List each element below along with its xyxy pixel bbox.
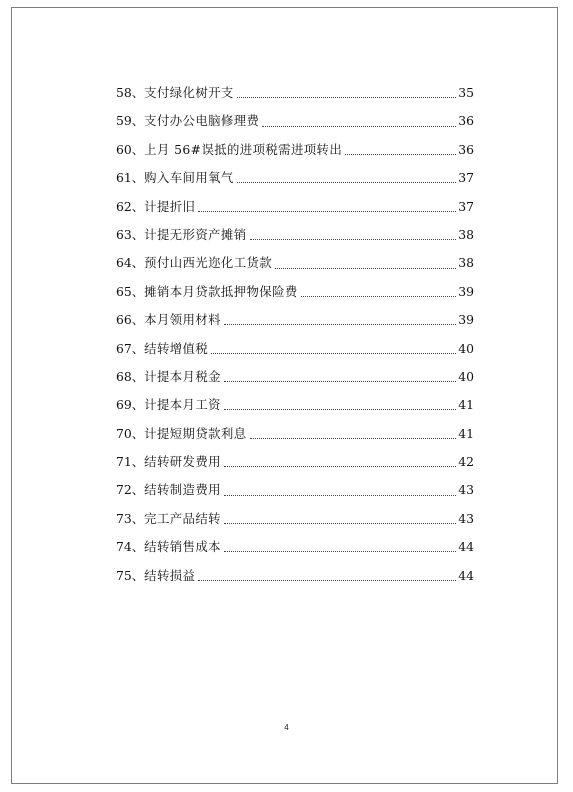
toc-entry-number: 58 — [116, 85, 132, 100]
toc-entry-separator: 、 — [131, 141, 145, 157]
toc-entry[interactable] — [116, 391, 474, 419]
toc-dot-leader — [224, 323, 456, 325]
toc-entry[interactable] — [116, 335, 474, 363]
toc-entry[interactable] — [116, 221, 474, 249]
toc-entry-page: 39 — [458, 312, 474, 328]
table-of-contents — [116, 79, 474, 590]
toc-entry-page: 35 — [458, 85, 474, 100]
toc-entry[interactable] — [116, 533, 474, 561]
toc-dot-leader — [301, 295, 457, 297]
toc-entry[interactable] — [116, 79, 474, 107]
toc-dot-leader — [275, 267, 456, 269]
toc-entry-separator: 、 — [131, 283, 145, 299]
toc-entry-number: 68 — [116, 368, 132, 384]
toc-entry-separator: 、 — [131, 255, 145, 271]
toc-entry-title: 结转制造费用 — [144, 482, 221, 498]
toc-entry-number: 72 — [116, 482, 132, 498]
toc-entry-number: 63 — [116, 226, 132, 242]
toc-entry[interactable] — [116, 448, 474, 476]
toc-dot-leader — [211, 352, 456, 354]
toc-entry-separator: 、 — [131, 454, 145, 470]
toc-entry-page: 37 — [458, 198, 474, 214]
toc-entry-page: 44 — [458, 567, 474, 583]
toc-entry-title: 计提短期贷款利息 — [144, 425, 247, 441]
toc-dot-leader — [224, 494, 456, 496]
toc-dot-leader — [224, 522, 456, 524]
toc-entry-page: 39 — [458, 283, 474, 299]
toc-entry-number: 59 — [116, 113, 132, 129]
toc-entry-title: 结转研发费用 — [144, 454, 221, 470]
toc-entry-separator: 、 — [131, 397, 145, 413]
toc-dot-leader — [237, 181, 457, 183]
toc-entry-page: 44 — [458, 539, 474, 555]
toc-entry-title: 结转损益 — [144, 567, 196, 583]
toc-entry-number: 67 — [116, 340, 132, 356]
toc-entry-title: 计提折旧 — [144, 198, 196, 214]
toc-entry-title: 上月 56#误抵的进项税需进项转出 — [144, 141, 343, 157]
toc-entry-number: 75 — [116, 567, 132, 583]
toc-entry-title: 完工产品结转 — [144, 510, 221, 526]
toc-dot-leader — [224, 408, 456, 410]
toc-entry-title: 本月领用材料 — [144, 312, 221, 328]
toc-dot-leader — [250, 238, 457, 240]
toc-entry-page: 41 — [458, 425, 474, 441]
toc-dot-leader — [198, 210, 456, 212]
toc-entry[interactable] — [116, 107, 474, 135]
toc-entry[interactable] — [116, 505, 474, 533]
toc-entry-title: 支付绿化树开支 — [144, 85, 234, 100]
toc-entry[interactable] — [116, 562, 474, 590]
toc-entry[interactable] — [116, 193, 474, 221]
toc-entry-separator: 、 — [131, 340, 145, 356]
toc-entry-title: 计提本月工资 — [144, 397, 221, 413]
page-number: 4 — [284, 723, 289, 732]
toc-entry-number: 66 — [116, 312, 132, 328]
toc-entry-title: 结转销售成本 — [144, 539, 221, 555]
toc-entry-page: 36 — [458, 141, 474, 157]
toc-entry[interactable] — [116, 249, 474, 277]
toc-entry-number: 69 — [116, 397, 132, 413]
toc-entry-page: 42 — [458, 454, 474, 470]
toc-entry[interactable] — [116, 420, 474, 448]
toc-entry-separator: 、 — [131, 425, 145, 441]
toc-entry-page: 36 — [458, 113, 474, 129]
toc-entry-number: 71 — [116, 454, 132, 470]
toc-entry-number: 73 — [116, 510, 132, 526]
toc-entry-title: 计提本月税金 — [144, 368, 221, 384]
toc-entry-page: 41 — [458, 397, 474, 413]
toc-entry-number: 60 — [116, 141, 132, 157]
toc-entry-separator: 、 — [131, 539, 145, 555]
toc-entry-number: 62 — [116, 198, 132, 214]
toc-entry-title: 预付山西光迩化工货款 — [144, 255, 273, 271]
toc-entry-separator: 、 — [131, 198, 145, 214]
toc-dot-leader — [224, 465, 456, 467]
toc-entry[interactable] — [116, 278, 474, 306]
toc-entry-title: 计提无形资产摊销 — [144, 226, 247, 242]
toc-entry-page: 37 — [458, 170, 474, 186]
toc-entry-separator: 、 — [131, 510, 145, 526]
toc-entry-separator: 、 — [131, 170, 145, 186]
toc-entry-separator: 、 — [131, 226, 145, 242]
toc-entry-separator: 、 — [131, 113, 145, 129]
toc-entry-number: 70 — [116, 425, 132, 441]
toc-entry-page: 38 — [458, 255, 474, 271]
toc-entry-page: 38 — [458, 226, 474, 242]
toc-entry-page: 40 — [458, 368, 474, 384]
toc-entry-title: 购入车间用氧气 — [144, 170, 234, 186]
toc-entry-separator: 、 — [131, 482, 145, 498]
toc-dot-leader — [224, 380, 456, 382]
toc-entry-number: 65 — [116, 283, 132, 299]
toc-entry-separator: 、 — [131, 567, 145, 583]
toc-entry-page: 43 — [458, 510, 474, 526]
toc-entry[interactable] — [116, 136, 474, 164]
toc-dot-leader — [262, 125, 456, 127]
toc-entry-separator: 、 — [131, 312, 145, 328]
toc-entry-title: 支付办公电脑修理费 — [144, 113, 260, 129]
toc-entry-separator: 、 — [131, 85, 145, 100]
toc-entry[interactable] — [116, 363, 474, 391]
toc-dot-leader — [250, 437, 457, 439]
toc-entry[interactable] — [116, 164, 474, 192]
toc-entry-number: 64 — [116, 255, 132, 271]
toc-entry[interactable] — [116, 476, 474, 504]
toc-entry-number: 61 — [116, 170, 132, 186]
toc-entry-title: 摊销本月贷款抵押物保险费 — [144, 283, 298, 299]
toc-entry-title: 结转增值税 — [144, 340, 209, 356]
toc-entry-number: 74 — [116, 539, 132, 555]
toc-dot-leader — [237, 96, 457, 98]
toc-entry-separator: 、 — [131, 368, 145, 384]
toc-dot-leader — [345, 153, 456, 155]
toc-entry-page: 40 — [458, 340, 474, 356]
toc-entry[interactable] — [116, 306, 474, 334]
toc-dot-leader — [224, 550, 456, 552]
toc-dot-leader — [198, 579, 456, 581]
toc-entry-page: 43 — [458, 482, 474, 498]
